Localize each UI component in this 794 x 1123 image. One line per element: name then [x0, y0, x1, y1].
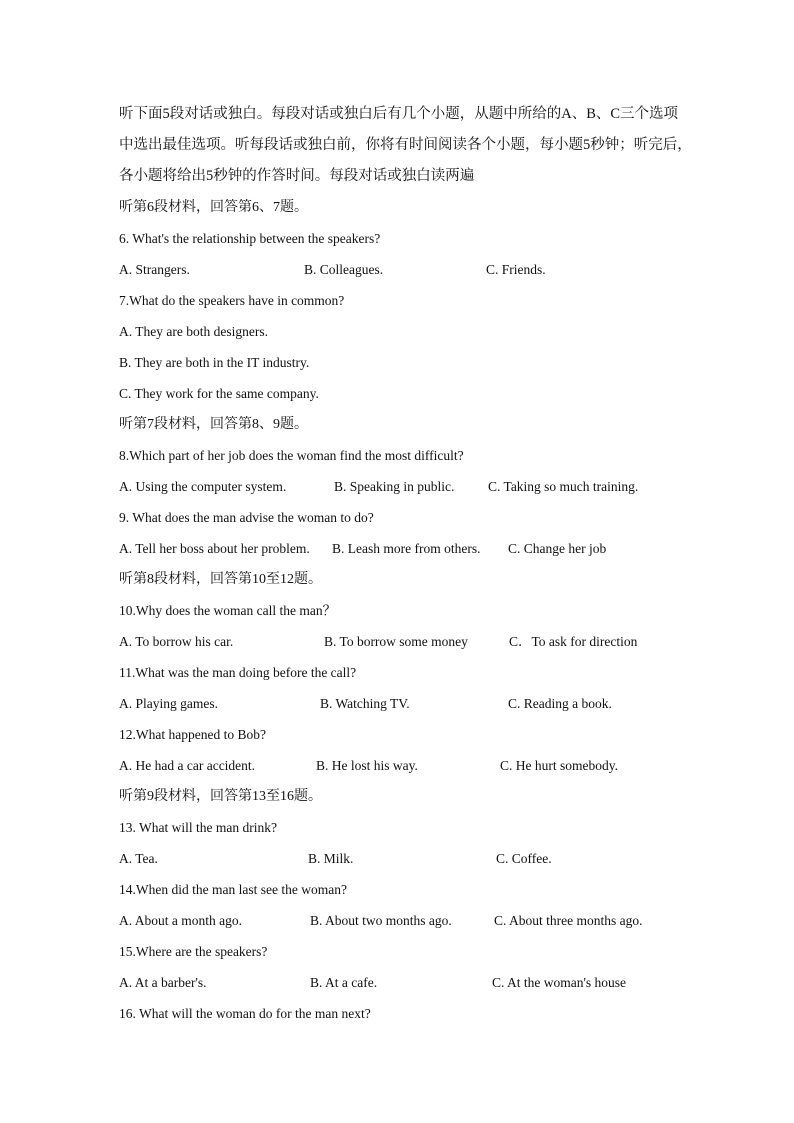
question-10: 10.Why does the woman call the man？ [119, 603, 337, 618]
option-c: C. At the woman's house [492, 975, 627, 990]
option-b: B. About two months ago. [310, 913, 452, 928]
option-b: B. Leash more from others. [332, 541, 481, 556]
section-heading-6: 听第6段材料，回答第6、7题。 [119, 200, 308, 215]
option-b: B. They are both in the IT industry. [119, 355, 310, 370]
option-a: A. About a month ago. [119, 913, 242, 928]
option-a: A. Strangers. [119, 262, 190, 277]
option-c: C. Reading a book. [508, 696, 612, 711]
option-b: B. At a cafe. [310, 975, 378, 990]
options-11 [119, 688, 689, 719]
option-b: B. Colleagues. [304, 262, 384, 277]
option-c: C. He hurt somebody. [500, 758, 618, 773]
option-a: A. Using the computer system. [119, 479, 287, 494]
option-a: A. Tell her boss about her problem. [119, 541, 310, 556]
question-15: 15.Where are the speakers? [119, 944, 268, 959]
options-15 [119, 967, 689, 998]
question-8: 8.Which part of her job does the woman find the most difficult? [119, 448, 464, 463]
option-b: B. To borrow some money [324, 634, 468, 649]
question-12: 12.What happened to Bob? [119, 727, 266, 742]
section-heading-9: 听第9段材料，回答第13至16题。 [119, 789, 322, 804]
question-16: 16. What will the woman do for the man next? [119, 1006, 371, 1021]
option-b: B. Speaking in public. [334, 479, 455, 494]
option-c: C. Coffee. [496, 851, 552, 866]
option-a: A. He had a car accident. [119, 758, 256, 773]
option-c: C. Taking so much training. [488, 479, 639, 494]
options-9 [119, 533, 689, 564]
instruction-line: 各小题将给出5秒钟的作答时间。每段对话或独白读两遍 [119, 168, 475, 184]
instructions [119, 99, 692, 192]
options-14 [119, 905, 689, 936]
question-13: 13. What will the man drink? [119, 820, 277, 835]
options-6 [119, 254, 689, 285]
option-a: A. Playing games. [119, 696, 218, 711]
option-b: B. Watching TV. [320, 696, 410, 711]
option-c: C. They work for the same company. [119, 386, 319, 401]
question-14: 14.When did the man last see the woman? [119, 882, 347, 897]
options-13 [119, 843, 689, 874]
question-6: 6. What's the relationship between the speakers? [119, 231, 381, 246]
question-11: 11.What was the man doing before the call? [119, 665, 357, 680]
section-heading-8: 听第8段材料，回答第10至12题。 [119, 572, 322, 587]
option-c: C. Friends. [486, 262, 546, 277]
options-8 [119, 471, 689, 502]
options-12 [119, 750, 689, 781]
option-b: B. Milk. [308, 851, 354, 866]
section-heading-7: 听第7段材料，回答第8、9题。 [119, 417, 308, 432]
option-c: C. About three months ago. [494, 913, 643, 928]
option-a: A. They are both designers. [119, 324, 268, 339]
options-10 [119, 626, 689, 657]
option-c: C. Change her job [508, 541, 607, 556]
instruction-line: 听下面5段对话或独白。每段对话或独白后有几个小题，从题中所给的A、B、C三个选项 [119, 106, 679, 122]
option-c: C．To ask for direction [509, 634, 638, 649]
option-a: A. Tea. [119, 851, 158, 866]
option-a: A. At a barber's. [119, 975, 207, 990]
option-a: A. To borrow his car. [119, 634, 234, 649]
question-9: 9. What does the man advise the woman to do? [119, 510, 374, 525]
option-b: B. He lost his way. [316, 758, 418, 773]
question-7: 7.What do the speakers have in common? [119, 293, 345, 308]
instruction-line: 中选出最佳选项。听每段话或独白前，你将有时间阅读各个小题，每小题5秒钟；听完后， [119, 137, 692, 153]
listening-section [119, 99, 692, 1029]
